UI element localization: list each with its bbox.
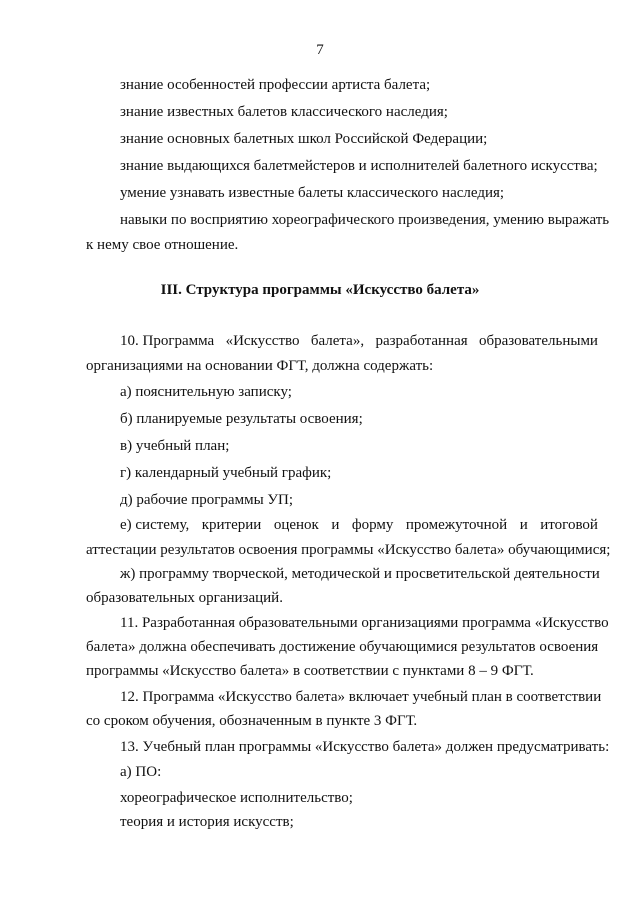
list-item: а) пояснительную записку; <box>120 384 292 400</box>
word: «Искусство <box>225 333 300 349</box>
word: оценок <box>273 517 319 533</box>
text-line: со сроком обучения, обозначенным в пункте 3 ФГТ. <box>86 713 418 729</box>
paragraph-10-line-1 <box>120 332 598 350</box>
text-line: 11. Разработанная образовательными организациями программа «Искусство <box>120 615 609 631</box>
word: и <box>331 517 340 533</box>
list-item: ж) программу творческой, методической и просветительской деятельности <box>120 566 600 582</box>
text-line: умение узнавать известные балеты классического наследия; <box>120 185 505 201</box>
page-number: 7 <box>316 42 324 58</box>
word: 10. Программа <box>120 333 215 349</box>
word: форму <box>351 517 394 533</box>
list-item: хореографическое исполнительство; <box>120 790 353 806</box>
text-line: навыки по восприятию хореографического произведения, умению выражать <box>120 212 610 228</box>
word: разработанная <box>375 333 468 349</box>
word: е) систему, <box>120 517 190 533</box>
text-line: 13. Учебный план программы «Искусство балета» должен предусматривать: <box>120 739 610 755</box>
text-line: знание основных балетных школ Российской Федерации; <box>120 131 488 147</box>
text-line: к нему свое отношение. <box>86 237 239 253</box>
text-line: знание выдающихся балетмейстеров и исполнителей балетного искусства; <box>120 158 598 174</box>
list-item-e-line-1 <box>120 516 598 534</box>
word: балета», <box>310 333 365 349</box>
text-line: знание особенностей профессии артиста балета; <box>120 77 431 93</box>
word: и <box>519 517 528 533</box>
list-item: д) рабочие программы УП; <box>120 492 294 508</box>
word: итоговой <box>540 517 598 533</box>
word: промежуточной <box>405 517 508 533</box>
list-item: а) ПО: <box>120 764 162 780</box>
list-item: в) учебный план; <box>120 438 230 454</box>
text-line: балета» должна обеспечивать достижение обучающимися результатов освоения <box>86 639 599 655</box>
word: критерии <box>201 517 262 533</box>
text-line: знание известных балетов классического наследия; <box>120 104 448 120</box>
word: образовательными <box>479 333 598 349</box>
text-line: 12. Программа «Искусство балета» включает учебный план в соответствии <box>120 689 602 705</box>
text-line: аттестации результатов освоения программы «Искусство балета» обучающимися; <box>86 542 611 558</box>
text-line: образовательных организаций. <box>86 590 283 606</box>
list-item: б) планируемые результаты освоения; <box>120 411 363 427</box>
text-line: программы «Искусство балета» в соответствии с пунктами 8 – 9 ФГТ. <box>86 663 534 679</box>
text-line: организациями на основании ФГТ, должна содержать: <box>86 358 434 374</box>
section-heading: III. Структура программы «Искусство балета» <box>160 282 480 298</box>
list-item: г) календарный учебный график; <box>120 465 332 481</box>
list-item: теория и история искусств; <box>120 814 294 830</box>
